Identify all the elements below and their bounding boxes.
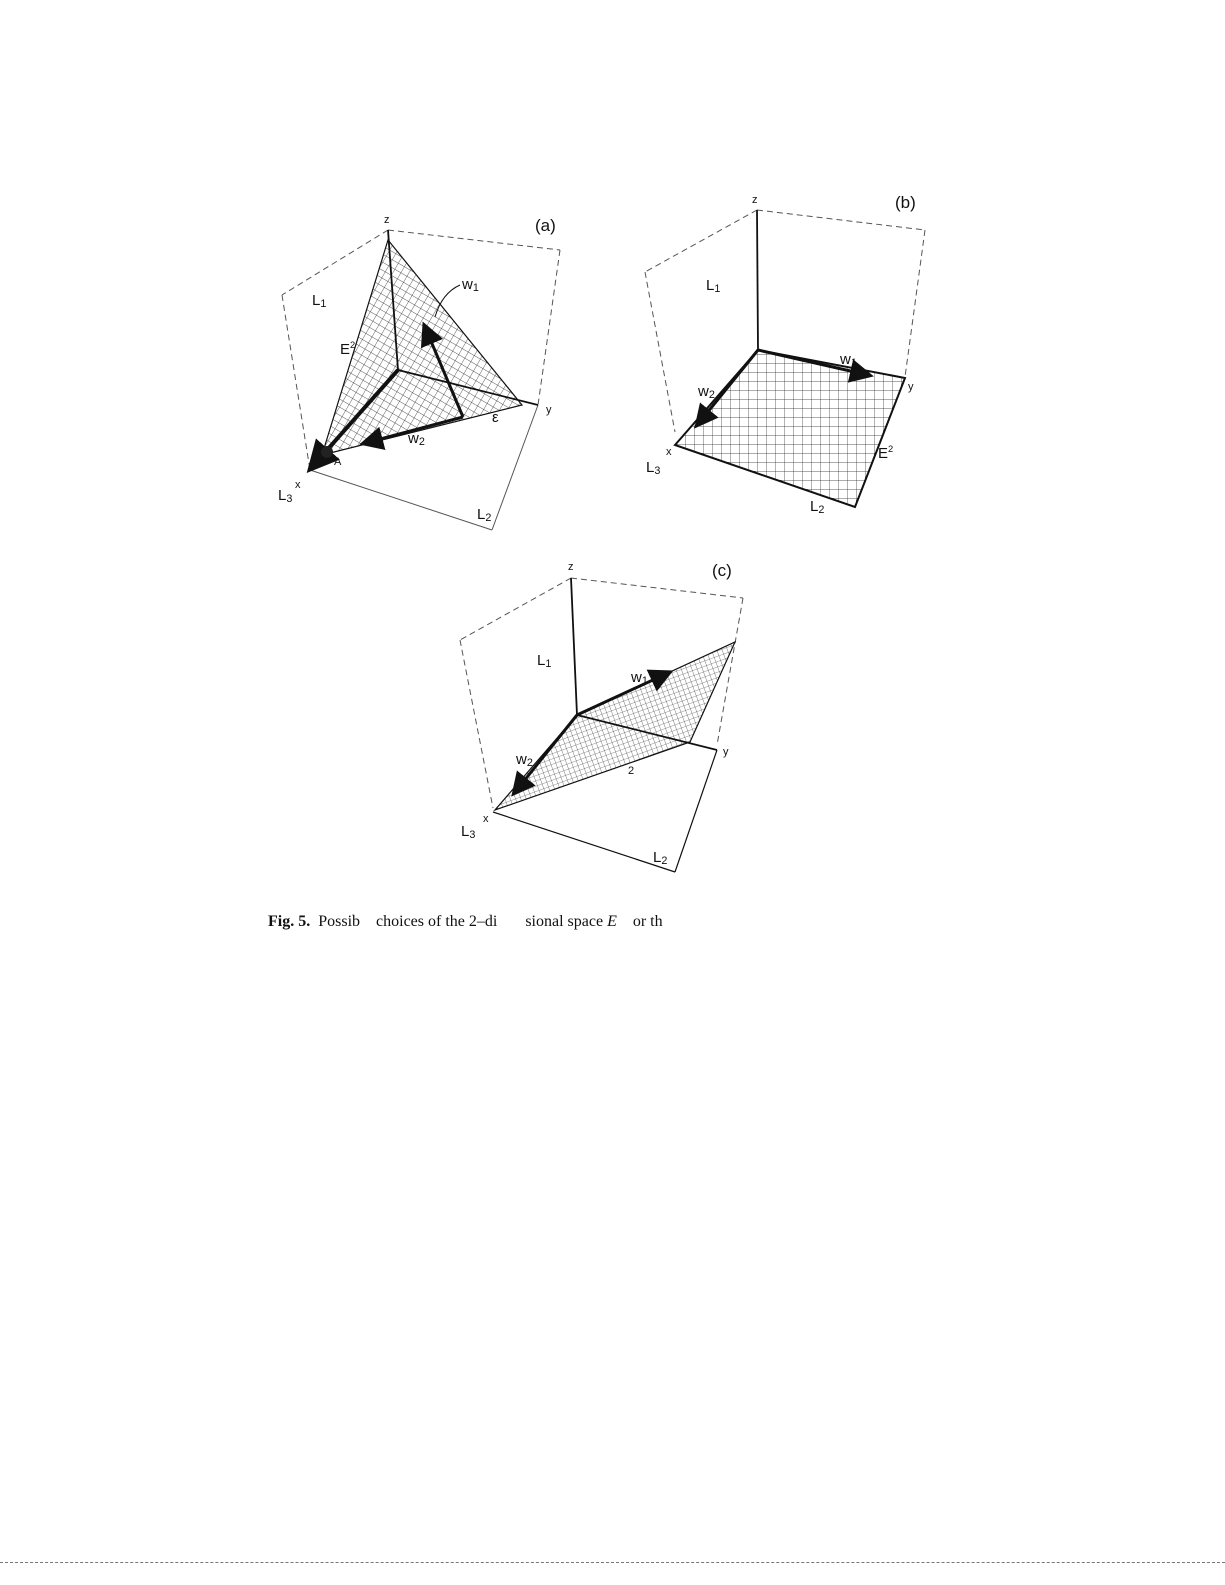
line-l2-label: L2 [477, 506, 492, 524]
vector-w1-label: w1 [462, 276, 479, 294]
panel-a-drawing [270, 205, 590, 535]
line-l2-label: L2 [653, 849, 668, 867]
axis-y-label: y [546, 404, 552, 416]
plane-e2 [675, 350, 905, 507]
panel-c-tag: (c) [712, 561, 732, 580]
panel-c [455, 560, 755, 880]
caption-text-2: or th [616, 913, 663, 930]
line-l3-label: L3 [646, 459, 661, 477]
vector-w2-label: w2 [698, 383, 715, 401]
panel-c-drawing [455, 560, 755, 880]
axis-z-label: z [568, 561, 574, 573]
line-l1-label: L1 [537, 652, 552, 670]
space-e2-label: $E^2$ [878, 444, 894, 462]
axes [757, 210, 758, 350]
panel-a [270, 205, 590, 535]
vector-w2-label: w2 [516, 751, 533, 769]
caption-variable: E [607, 913, 617, 930]
axis-x-label: x [483, 813, 489, 825]
axis-y-label: y [723, 746, 729, 758]
line-l3-label: L3 [278, 487, 293, 505]
axis-x-label: x [295, 479, 301, 491]
point-a-dot [321, 446, 333, 458]
axis-z-label: z [752, 194, 758, 206]
caption-text-1: Possib choices of the 2–di sional space [318, 913, 608, 930]
line-l1-label: L1 [312, 292, 327, 310]
page-bottom-rule [0, 1562, 1225, 1563]
panel-b-drawing [640, 192, 930, 522]
panel-a-tag: (a) [535, 216, 556, 235]
point-a-label: A [334, 456, 342, 468]
plane-e2 [495, 642, 735, 810]
vector-w1-label: w1 [840, 351, 857, 369]
figure-label: Fig. 5. [268, 913, 311, 930]
line-l3-label: L3 [461, 823, 476, 841]
panel-b [640, 192, 930, 522]
vector-w1-label: w1 [631, 669, 648, 687]
vector-w2-label: w2 [408, 430, 425, 448]
epsilon-label: ε [492, 409, 499, 426]
line-l1-label: L1 [706, 277, 721, 295]
axis-z-label: z [384, 214, 390, 226]
space-e2-label: $E^2$ [340, 340, 356, 358]
axis-x-label: x [666, 446, 672, 458]
panel-b-tag: (b) [895, 193, 916, 212]
axis-y-label: y [908, 381, 914, 393]
line-l2-label: L2 [810, 498, 825, 516]
space-e2-fragment: 2 [628, 765, 635, 777]
figure-caption [268, 913, 663, 931]
